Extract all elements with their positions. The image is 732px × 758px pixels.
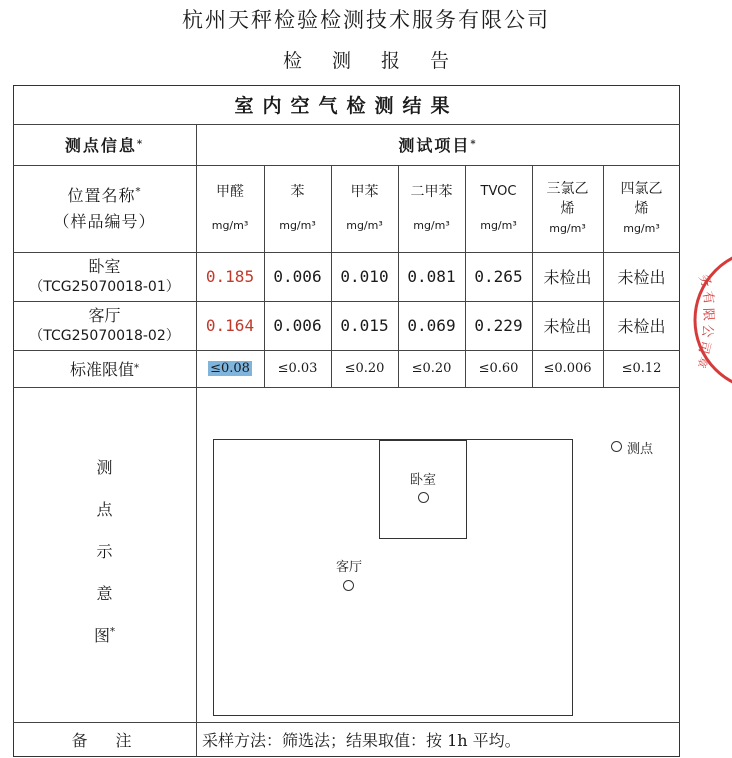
limit-value: ≤0.20 — [344, 361, 385, 376]
limit-value: ≤0.12 — [621, 361, 662, 376]
item-unit: mg/m³ — [279, 218, 316, 232]
asterisk-mark: * — [135, 186, 142, 198]
measure-point-icon — [343, 580, 354, 591]
limit-cell — [264, 350, 331, 387]
svg-text:有: 有 — [699, 290, 717, 306]
value-cell: 0.015 — [340, 316, 389, 335]
svg-text:公: 公 — [698, 323, 715, 339]
value-cell: 0.081 — [407, 267, 456, 286]
diagram-label — [13, 447, 196, 657]
section-title: 室内空气检测结果 — [234, 95, 459, 117]
measure-point-icon — [418, 492, 429, 503]
value-cell: 未检出 — [543, 268, 592, 287]
value-cell: 未检出 — [617, 317, 666, 336]
location-header — [13, 165, 196, 252]
limit-value: ≤0.60 — [478, 361, 519, 376]
value-cell: 0.265 — [474, 267, 523, 286]
bedroom-outline — [379, 440, 467, 539]
item-unit: mg/m³ — [480, 218, 517, 232]
value-cell: 未检出 — [617, 268, 666, 287]
sample-code: （TCG25070018-01） — [29, 278, 180, 295]
svg-text:限: 限 — [700, 307, 716, 322]
document-title: 检 测 报 告 — [282, 50, 450, 72]
value-cell: 0.185 — [205, 267, 255, 286]
legend-point-icon — [611, 441, 622, 452]
company-seal-icon — [685, 250, 732, 390]
item-header — [603, 165, 680, 252]
limit-value: ≤0.006 — [543, 361, 592, 376]
row-divider — [13, 387, 680, 388]
value-cell: 0.069 — [407, 316, 456, 335]
limit-label-cell: 标准限值 * — [13, 350, 196, 387]
diagram-label-char: 示 — [96, 542, 113, 561]
point-info-label: 测点信息 — [64, 136, 137, 155]
value-cell: 0.010 — [340, 267, 389, 286]
value-cell: 0.229 — [474, 316, 523, 335]
asterisk-mark: * — [110, 626, 115, 638]
item-name: 二甲苯 — [410, 183, 453, 200]
sample-no-label: （样品编号） — [53, 211, 156, 231]
item-unit: mg/m³ — [413, 218, 450, 232]
svg-text:司: 司 — [694, 339, 713, 356]
svg-text:章: 章 — [694, 354, 711, 370]
selection-highlight: ≤0.08 — [210, 361, 250, 376]
item-header — [398, 165, 465, 252]
limit-label: 标准限值 — [69, 360, 134, 379]
location-name: 卧室 — [88, 256, 121, 276]
item-name: 甲醛 — [216, 183, 244, 200]
table-row-label — [13, 301, 196, 350]
limit-value: ≤0.03 — [277, 361, 318, 376]
item-header — [196, 165, 264, 252]
item-name: TVOC — [480, 183, 517, 199]
svg-text:务: 务 — [695, 272, 714, 290]
location-name: 客厅 — [88, 305, 121, 325]
item-unit: mg/m³ — [211, 218, 249, 232]
item-name: 苯 — [290, 183, 305, 200]
item-header — [532, 165, 603, 252]
table-row-label — [13, 252, 196, 301]
living-room-label: 客厅 — [336, 560, 363, 575]
point-info-header: 测点信息 * — [13, 124, 196, 165]
item-name: 四氯乙烯 — [620, 180, 663, 217]
diagram-label-char: 图 — [93, 626, 110, 645]
sample-code: （TCG25070018-02） — [29, 327, 180, 344]
item-unit: mg/m³ — [549, 221, 586, 235]
item-header — [465, 165, 532, 252]
legend-label: 测点 — [627, 442, 654, 457]
test-items-header: 测试项目 * — [196, 124, 680, 165]
value-cell: 0.006 — [273, 316, 322, 335]
value-cell: 0.164 — [205, 316, 255, 335]
item-header — [264, 165, 331, 252]
value-cell: 0.006 — [273, 267, 322, 286]
limit-cell — [196, 350, 264, 387]
item-unit: mg/m³ — [623, 221, 660, 235]
test-items-label: 测试项目 — [398, 136, 471, 155]
diagram-label-char: 测 — [96, 458, 113, 477]
value-cell: 未检出 — [543, 317, 592, 336]
item-name: 甲苯 — [350, 183, 379, 200]
diagram-label-char: 意 — [96, 584, 113, 603]
company-name: 杭州天秤检验检测技术服务有限公司 — [182, 8, 550, 32]
location-name-label: 位置名称 — [67, 185, 136, 205]
remarks-label: 备 注 — [71, 731, 138, 750]
item-name: 三氯乙烯 — [546, 180, 589, 217]
limit-value: ≤0.20 — [411, 361, 452, 376]
bedroom-label: 卧室 — [410, 473, 437, 488]
item-unit: mg/m³ — [346, 218, 383, 232]
item-header — [331, 165, 398, 252]
remarks-text: 采样方法：筛选法；结果取值：按 1h 平均。 — [202, 731, 521, 750]
diagram-label-char: 点 — [96, 500, 113, 519]
